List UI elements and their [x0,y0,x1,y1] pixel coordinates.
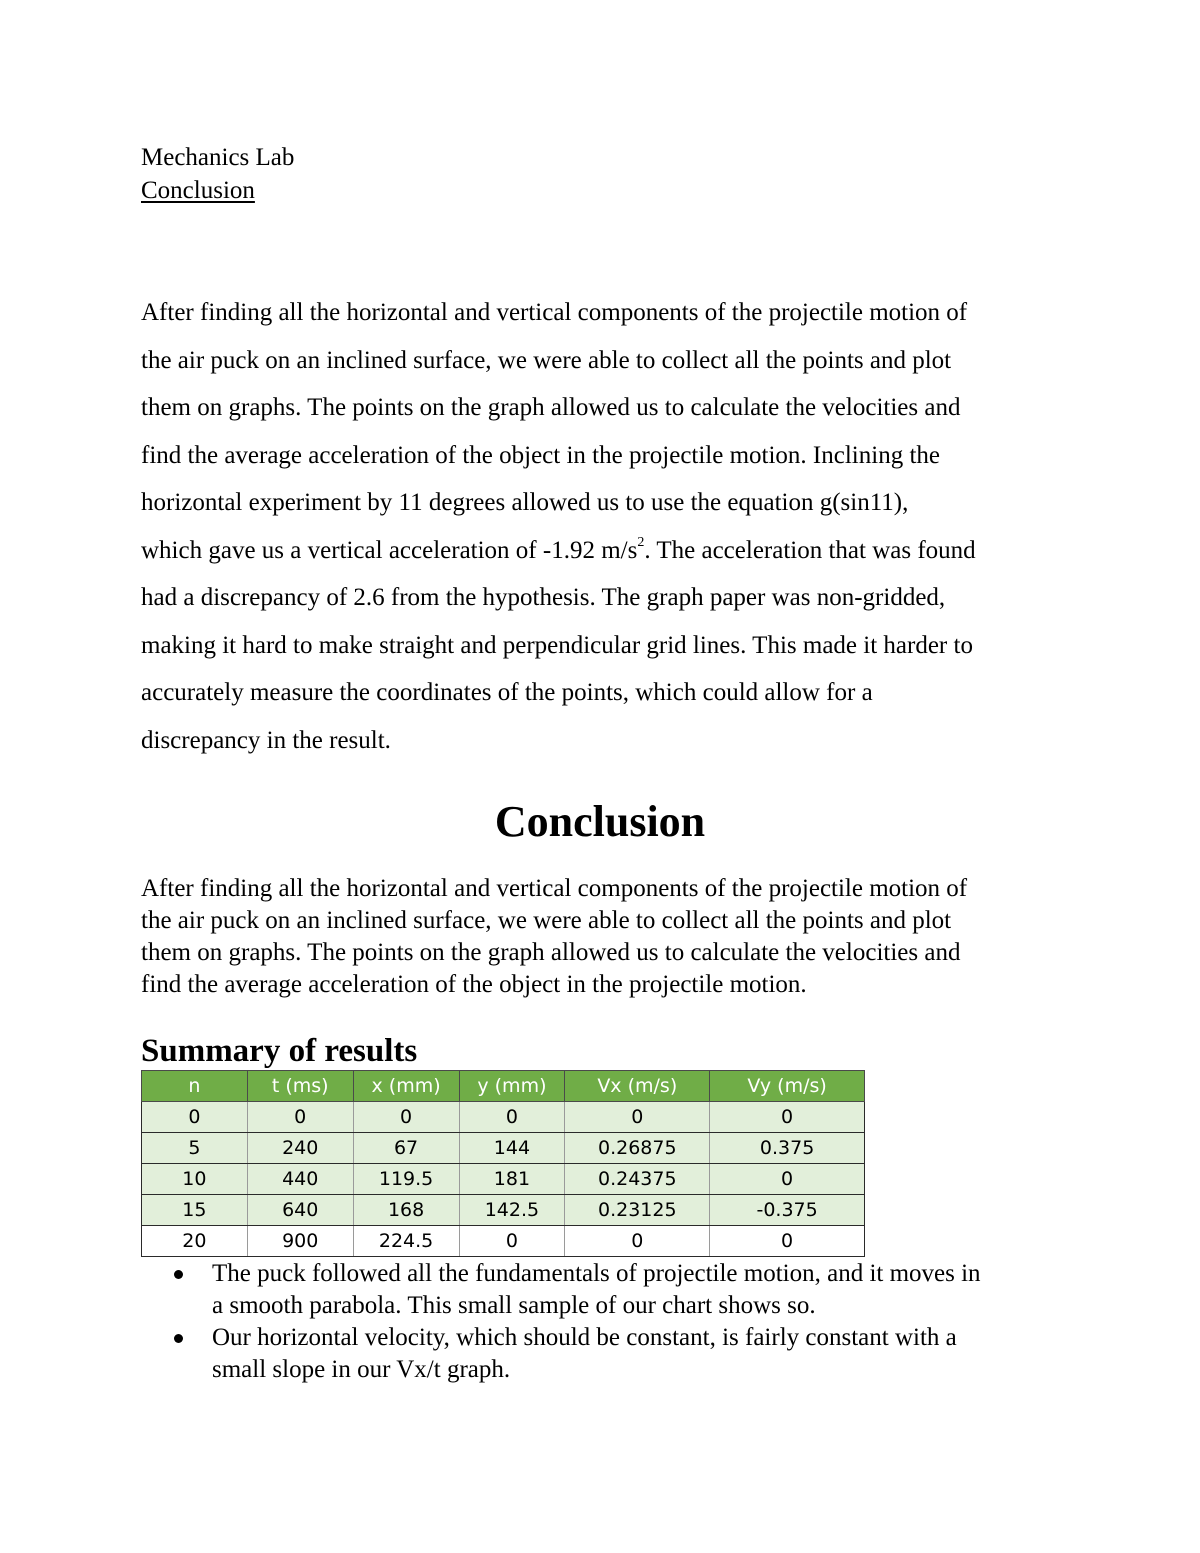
table-cell: 0 [459,1102,565,1133]
acceleration-text: which gave us a vertical acceleration of -1.92 m/s [141,536,638,564]
header-vx: Vx (m/s) [565,1071,710,1102]
table-cell: 5 [142,1133,248,1164]
list-item [141,1322,1071,1386]
bullet-dot-icon [174,1270,183,1279]
bullet-text-line: Our horizontal velocity, which should be constant, is fairly constant with a [212,1324,957,1351]
acceleration-text-end: . The acceleration that was found [644,536,976,564]
table-row [142,1164,865,1195]
table-cell: 0 [710,1164,865,1195]
header-x: x (mm) [353,1071,459,1102]
table-cell: 181 [459,1164,565,1195]
conclusion-heading: Conclusion [494,797,706,846]
header-vy: Vy (m/s) [710,1071,865,1102]
paragraph-line: the air puck on an inclined surface, we were able to collect all the points and plot [141,907,952,934]
table-cell: 0.26875 [565,1133,710,1164]
table-cell: 15 [142,1195,248,1226]
table-cell: -0.375 [710,1195,865,1226]
bullet-text-line: small slope in our Vx/t graph. [212,1356,511,1383]
table-cell: 0.375 [710,1133,865,1164]
bullet-text-line: a smooth parabola. This small sample of our chart shows so. [212,1292,816,1319]
paragraph-line: them on graphs. The points on the graph allowed us to calculate the velocities and [141,939,961,966]
paragraph-line: discrepancy in the result. [141,726,391,754]
course-title: Mechanics Lab [141,144,295,171]
table-cell: 0 [565,1226,710,1257]
bullet-text-line: The puck followed all the fundamentals of projectile motion, and it moves in [212,1260,981,1287]
table-cell: 0 [459,1226,565,1257]
table-cell: 900 [247,1226,353,1257]
conclusion-summary-paragraph [141,873,1071,1001]
paragraph-line: them on graphs. The points on the graph allowed us to calculate the velocities and [141,394,961,421]
table-cell: 20 [142,1226,248,1257]
table-cell: 119.5 [353,1164,459,1195]
summary-heading: Summary of results [141,1033,418,1069]
paragraph-line: making it hard to make straight and perpendicular grid lines. This made it harder to [141,631,973,659]
table-cell: 440 [247,1164,353,1195]
table-cell: 0 [142,1102,248,1133]
squared-superscript: 2 [637,535,645,551]
table-cell: 168 [353,1195,459,1226]
header-n: n [142,1071,248,1102]
paragraph-line: After finding all the horizontal and vertical components of the projectile motion of [141,299,968,326]
table-row [142,1226,865,1257]
results-bullet-list [141,1258,1071,1386]
bullet-dot-icon [174,1334,183,1343]
table-cell: 144 [459,1133,565,1164]
table-cell: 0 [353,1102,459,1133]
paragraph-line: find the average acceleration of the object in the projectile motion. [141,971,807,998]
list-item [141,1258,1071,1322]
table-cell: 0 [247,1102,353,1133]
paragraph-line-acceleration [141,531,1071,579]
results-table [141,1070,865,1257]
table-row [142,1102,865,1133]
table-cell: 0 [565,1102,710,1133]
paragraph-line: horizontal experiment by 11 degrees allowed us to use the equation g(sin11), [141,489,909,516]
table-cell: 640 [247,1195,353,1226]
table-cell: 0 [710,1102,865,1133]
table-cell: 0 [710,1226,865,1257]
paragraph-line: After finding all the horizontal and vertical components of the projectile motion of [141,875,968,902]
table-header-row [142,1071,865,1102]
paragraph-line: find the average acceleration of the object in the projectile motion. Inclining the [141,441,940,469]
paragraph-line: had a discrepancy of 2.6 from the hypothesis. The graph paper was non-gridded, [141,584,946,611]
table-cell: 142.5 [459,1195,565,1226]
conclusion-paragraph [141,293,1071,768]
table-cell: 10 [142,1164,248,1195]
table-cell: 224.5 [353,1226,459,1257]
table-cell: 0.24375 [565,1164,710,1195]
table-row [142,1195,865,1226]
table-cell: 67 [353,1133,459,1164]
header-t: t (ms) [247,1071,353,1102]
table-cell: 0.23125 [565,1195,710,1226]
table-cell: 240 [247,1133,353,1164]
section-label: Conclusion [141,177,255,204]
table-row [142,1133,865,1164]
header-y: y (mm) [459,1071,565,1102]
paragraph-line: the air puck on an inclined surface, we were able to collect all the points and plot [141,346,952,374]
paragraph-line: accurately measure the coordinates of the points, which could allow for a [141,679,873,706]
